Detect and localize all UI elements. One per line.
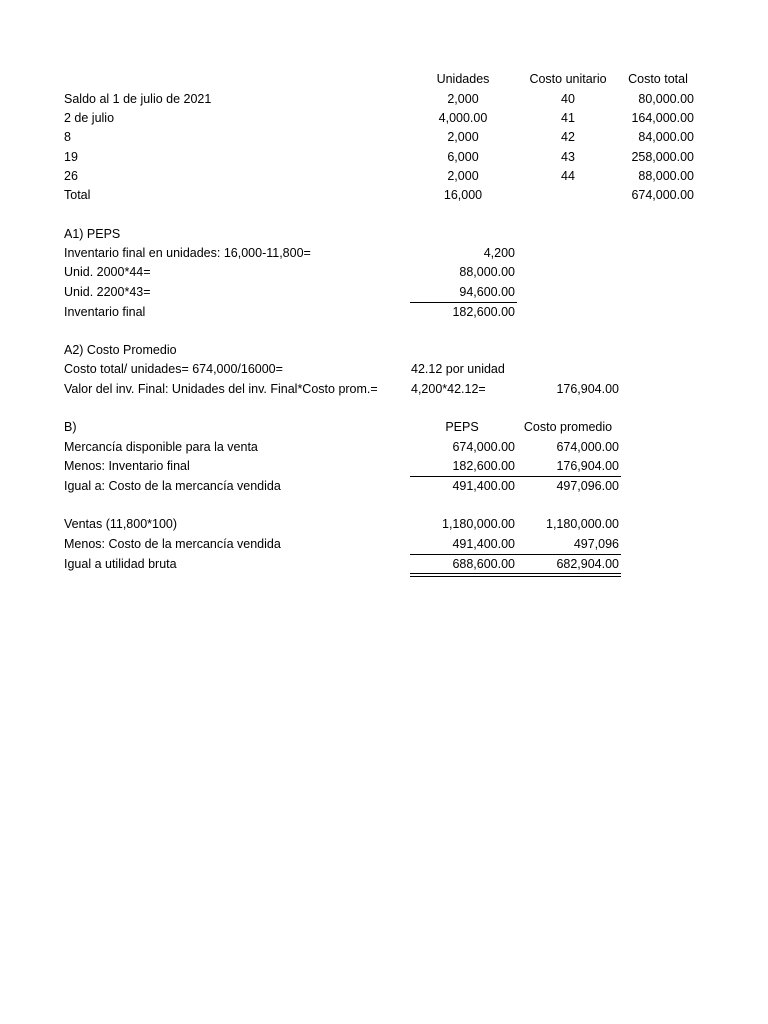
peps-title: A1) PEPS — [64, 227, 121, 241]
comparison-peps-2: 182,600.00 — [452, 459, 515, 473]
row-unit-cost: 43 — [561, 150, 575, 164]
avg-label-1: Costo total/ unidades= 674,000/16000= — [64, 362, 283, 376]
sales-avg-3: 682,904.00 — [556, 557, 619, 571]
sales-label-1: Ventas (11,800*100) — [64, 517, 178, 531]
row-units: 4,000.00 — [438, 111, 488, 125]
peps-value-3: 94,600.00 — [459, 285, 515, 299]
comparison-label-2: Menos: Inventario final — [64, 459, 190, 473]
peps-label-2: Unid. 2000*44= — [64, 265, 151, 279]
row-label: 26 — [64, 169, 78, 183]
sales-avg-2: 497,096 — [573, 537, 619, 551]
row-units: 2,000 — [447, 130, 479, 144]
total-units: 16,000 — [443, 188, 483, 202]
header-avg: Costo promedio — [523, 420, 613, 434]
peps-value-1: 4,200 — [483, 246, 515, 260]
sales-label-3: Igual a utilidad bruta — [64, 557, 177, 571]
row-units: 6,000 — [447, 150, 479, 164]
gross-profit-top-rule — [410, 554, 621, 555]
peps-subtotal-rule — [410, 302, 517, 303]
avg-label-2: Valor del inv. Final: Unidades del inv. Final*Costo prom.= — [64, 382, 378, 396]
header-total-cost: Costo total — [628, 72, 688, 86]
sales-peps-2: 491,400.00 — [452, 537, 515, 551]
peps-label-4: Inventario final — [64, 305, 146, 319]
comparison-title: B) — [64, 420, 77, 434]
sales-peps-1: 1,180,000.00 — [442, 517, 515, 531]
comparison-subtotal-rule — [410, 476, 621, 477]
row-units: 2,000 — [447, 92, 479, 106]
header-peps: PEPS — [445, 420, 479, 434]
comparison-peps-1: 674,000.00 — [452, 440, 515, 454]
sales-label-2: Menos: Costo de la mercancía vendida — [64, 537, 281, 551]
avg-title: A2) Costo Promedio — [64, 343, 177, 357]
row-label: 19 — [64, 150, 78, 164]
row-label: 8 — [64, 130, 71, 144]
avg-value-2: 176,904.00 — [556, 382, 619, 396]
sales-peps-3: 688,600.00 — [452, 557, 515, 571]
row-unit-cost: 41 — [561, 111, 575, 125]
avg-formula-2: 4,200*42.12= — [411, 382, 486, 396]
row-label: 2 de julio — [64, 111, 115, 125]
sales-avg-1: 1,180,000.00 — [546, 517, 619, 531]
header-units: Unidades — [436, 72, 490, 86]
comparison-avg-1: 674,000.00 — [556, 440, 619, 454]
peps-label-3: Unid. 2200*43= — [64, 285, 151, 299]
peps-value-4: 182,600.00 — [452, 305, 515, 319]
row-unit-cost: 44 — [561, 169, 575, 183]
gross-profit-double-rule-1 — [410, 573, 621, 574]
comparison-label-3: Igual a: Costo de la mercancía vendida — [64, 479, 281, 493]
header-unit-cost: Costo unitario — [529, 72, 607, 86]
row-total-cost: 164,000.00 — [631, 111, 694, 125]
row-unit-cost: 42 — [561, 130, 575, 144]
total-cost: 674,000.00 — [631, 188, 694, 202]
row-total-cost: 80,000.00 — [638, 92, 694, 106]
row-total-cost: 258,000.00 — [631, 150, 694, 164]
comparison-peps-3: 491,400.00 — [452, 479, 515, 493]
row-label: Saldo al 1 de julio de 2021 — [64, 92, 212, 106]
total-label: Total — [64, 188, 91, 202]
comparison-label-1: Mercancía disponible para la venta — [64, 440, 258, 454]
gross-profit-double-rule-2 — [410, 576, 621, 577]
row-total-cost: 84,000.00 — [638, 130, 694, 144]
peps-label-1: Inventario final en unidades: 16,000-11,800= — [64, 246, 311, 260]
comparison-avg-3: 497,096.00 — [556, 479, 619, 493]
row-total-cost: 88,000.00 — [638, 169, 694, 183]
avg-value-1: 42.12 por unidad — [411, 362, 505, 376]
row-units: 2,000 — [447, 169, 479, 183]
peps-value-2: 88,000.00 — [459, 265, 515, 279]
comparison-avg-2: 176,904.00 — [556, 459, 619, 473]
row-unit-cost: 40 — [561, 92, 575, 106]
